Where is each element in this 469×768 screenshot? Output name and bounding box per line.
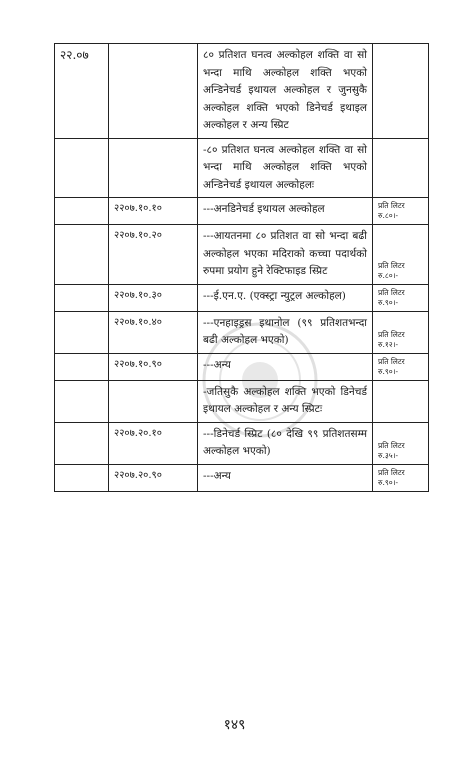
rate-value: रु.९०।- — [378, 366, 399, 376]
rate-unit: प्रति लिटर — [378, 201, 405, 210]
rate-cell — [373, 464, 429, 491]
table-row — [55, 198, 429, 225]
description-cell: ---अन्य — [198, 353, 373, 380]
rate-value: रु.९०।- — [378, 477, 399, 487]
description-cell: ८० प्रतिशत घनत्व अल्कोहल शक्ति वा सो भन्दा माथि अल्कोहल शक्ति भएको अन्डिनेचर्ड इथायल अल्कोहल र जुनसुकै अल्कोहल शक्ति भएको डिनेचर्ड इथाइल अल्कोहल र अन्य स्प्रिट — [198, 44, 373, 139]
heading-cell — [55, 198, 109, 225]
description-cell: ---ई.एन.ए. (एक्स्ट्रा न्युट्रल अल्कोहल) — [198, 284, 373, 311]
rate-cell — [373, 380, 429, 422]
description-cell: -जतिसुकै अल्कोहल शक्ति भएको डिनेचर्ड इथायल अल्कोहल र अन्य स्प्रिटः — [198, 380, 373, 422]
description-cell: ---अन्य — [198, 464, 373, 491]
subheading-code-cell: २२०७.१०.९० — [109, 353, 198, 380]
heading-cell — [55, 422, 109, 464]
rate-unit: प्रति लिटर — [378, 467, 405, 477]
rate-cell — [373, 138, 429, 198]
subheading-code-cell: २२०७.२०.१० — [109, 422, 198, 464]
rate-cell — [373, 44, 429, 139]
rate-cell — [373, 225, 429, 285]
table-row — [55, 422, 429, 464]
subheading-code-cell — [109, 44, 198, 139]
description-cell: ---आयतनमा ८० प्रतिशत वा सो भन्दा बढी अल्कोहल भएका मदिराको कच्चा पदार्थको रुपमा प्रयोग हुने रेक्टिफाइड स्प्रिट — [198, 225, 373, 285]
description-cell: ---डिनेचर्ड स्प्रिट (८० देखि ९९ प्रतिशतसम्म अल्कोहल भएको) — [198, 422, 373, 464]
rate-value: रु.८०।- — [378, 270, 399, 280]
subheading-code-cell: २२०७.१०.१० — [109, 198, 198, 225]
subheading-code-cell — [109, 138, 198, 198]
subheading-code-cell: २२०७.२०.९० — [109, 464, 198, 491]
table-row — [55, 353, 429, 380]
rate-cell — [373, 284, 429, 311]
rate-value: रु.३५।- — [378, 450, 399, 460]
table-row — [55, 44, 429, 139]
description-cell: ---अनडिनेचर्ड इथायल अल्कोहल — [198, 198, 373, 225]
table-row — [55, 380, 429, 422]
rate-cell — [373, 311, 429, 353]
heading-cell — [55, 380, 109, 422]
heading-cell — [55, 138, 109, 198]
rate-unit: प्रति लिटर — [378, 287, 405, 297]
heading-cell — [55, 311, 109, 353]
heading-cell — [55, 284, 109, 311]
heading-cell — [55, 353, 109, 380]
rate-unit: प्रति लिटर — [378, 329, 405, 339]
subheading-code-cell: २२०७.१०.४० — [109, 311, 198, 353]
rate-unit: प्रति लिटर — [378, 440, 405, 450]
tariff-table-body — [55, 44, 429, 492]
rate-cell — [373, 198, 429, 225]
rate-unit: प्रति लिटर — [378, 356, 405, 366]
subheading-code-cell: २२०७.१०.२० — [109, 225, 198, 285]
tariff-table — [54, 43, 429, 492]
table-row — [55, 311, 429, 353]
subheading-code-cell: २२०७.१०.३० — [109, 284, 198, 311]
rate-value: रु.९०।- — [378, 297, 399, 307]
description-cell: ---एनहाइड्रस इथानोल (९९ प्रतिशतभन्दा बढी अल्कोहल भएको) — [198, 311, 373, 353]
page-number: १४९ — [223, 717, 246, 733]
rate-unit: प्रति लिटर — [378, 260, 405, 270]
table-row — [55, 225, 429, 285]
table-row — [55, 464, 429, 491]
rate-cell — [373, 353, 429, 380]
table-row — [55, 138, 429, 198]
table-row — [55, 284, 429, 311]
heading-cell — [55, 464, 109, 491]
description-cell: -८० प्रतिशत घनत्व अल्कोहल शक्ति वा सो भन्दा माथि अल्कोहल शक्ति भएको अन्डिनेचर्ड इथायल अल्कोहलः — [198, 138, 373, 198]
rate-cell — [373, 422, 429, 464]
rate-value: रु.१२।- — [378, 339, 399, 349]
subheading-code-cell — [109, 380, 198, 422]
rate-value: रु.८०।- — [378, 211, 399, 220]
heading-cell — [55, 225, 109, 285]
heading-cell: २२.०७ — [55, 44, 109, 139]
